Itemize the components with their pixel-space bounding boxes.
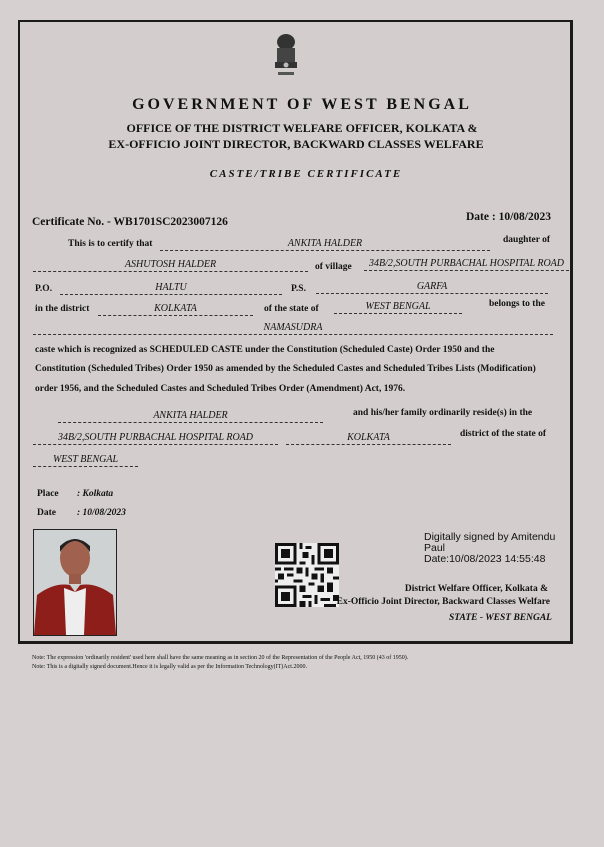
signature-line-3: Date:10/08/2023 14:55:48 xyxy=(424,553,546,565)
body-line-3: order 1956, and the Scheduled Castes and Scheduled Tribes Order (Amendment) Act, 1976. xyxy=(35,384,406,394)
label-po: P.O. xyxy=(35,284,53,294)
signature-line-2: Paul xyxy=(424,542,446,554)
signatory-line-2: Ex-Officio Joint Director, Backward Classes Welfare xyxy=(336,597,550,607)
qr-code xyxy=(275,543,339,607)
note-1: Note: The expression 'ordinarily resident' used here shall have the same meaning as in section 20 of the Representation of the People Act, 1950 (43 of 1950). xyxy=(32,655,409,661)
label-place: Place xyxy=(37,489,59,499)
label-certify: This is to certify that xyxy=(68,239,153,249)
body-line-1: caste which is recognized as SCHEDULED CASTE under the Constitution (Scheduled Caste) Order 1950 and the xyxy=(35,345,495,355)
certificate-date: Date : 10/08/2023 xyxy=(466,211,551,223)
state-emblem-icon xyxy=(272,32,300,80)
signatory-line-3: STATE - WEST BENGAL xyxy=(448,613,552,623)
label-district-of-state: district of the state of xyxy=(460,429,547,439)
field-state-2: WEST BENGAL xyxy=(33,453,138,467)
signatory-line-1: District Welfare Officer, Kolkata & xyxy=(404,584,548,594)
field-name: ANKITA HALDER xyxy=(160,237,490,251)
label-district: in the district xyxy=(35,304,90,314)
note-2: Note: This is a digitally signed document.Hence it is legally valid as per the Information Technology(IT)Act.2000. xyxy=(32,664,307,670)
label-belongs: belongs to the xyxy=(489,299,545,309)
label-date: Date xyxy=(37,508,56,518)
label-reside: and his/her family ordinarily reside(s) in the xyxy=(353,408,533,418)
field-address-2: 34B/2,SOUTH PURBACHAL HOSPITAL ROAD xyxy=(33,431,278,445)
certificate-type: CASTE/TRIBE CERTIFICATE xyxy=(209,168,403,180)
field-father-name: ASHUTOSH HALDER xyxy=(33,258,308,272)
applicant-photo xyxy=(33,529,117,636)
signature-line-1: Digitally signed by Amitendu xyxy=(424,531,556,543)
field-ps: GARFA xyxy=(316,280,548,294)
field-place: : Kolkata xyxy=(77,489,114,499)
field-date: : 10/08/2023 xyxy=(77,508,126,518)
label-daughter-of: daughter of xyxy=(503,235,551,245)
certificate-number: Certificate No. - WB1701SC2023007126 xyxy=(32,216,228,228)
field-po: HALTU xyxy=(60,281,282,295)
field-village: 34B/2,SOUTH PURBACHAL HOSPITAL ROAD xyxy=(364,257,569,271)
digital-signature xyxy=(424,532,555,565)
field-caste: NAMASUDRA xyxy=(33,321,553,335)
government-title: GOVERNMENT OF WEST BENGAL xyxy=(132,96,472,113)
office-line-1: OFFICE OF THE DISTRICT WELFARE OFFICER, KOLKATA & xyxy=(126,121,478,135)
label-state: of the state of xyxy=(264,304,319,314)
body-line-2: Constitution (Scheduled Tribes) Order 1950 as amended by the Scheduled Castes and Scheduled Tribes Lists (Modification) xyxy=(35,364,536,374)
label-village: of village xyxy=(315,262,352,272)
field-name-2: ANKITA HALDER xyxy=(58,409,323,423)
field-state: WEST BENGAL xyxy=(334,300,462,314)
field-district: KOLKATA xyxy=(98,302,253,316)
field-district-2: KOLKATA xyxy=(286,431,451,445)
office-line-2: EX-OFFICIO JOINT DIRECTOR, BACKWARD CLASSES WELFARE xyxy=(108,137,484,151)
label-ps: P.S. xyxy=(291,284,306,294)
